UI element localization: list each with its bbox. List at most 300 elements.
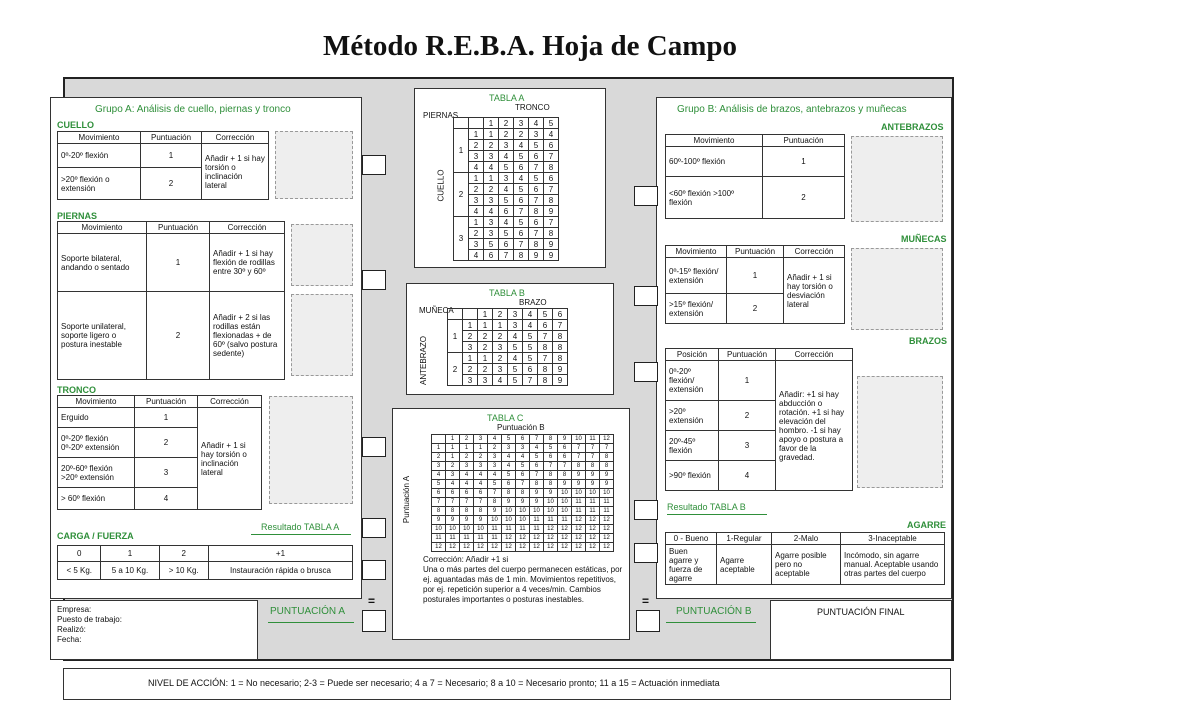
- score-cell: 11: [572, 498, 586, 507]
- score-cell: 7: [499, 250, 514, 261]
- table-row: [448, 309, 568, 320]
- table-row: [432, 489, 614, 498]
- table-row: [432, 471, 614, 480]
- trunk-figure: [269, 396, 353, 504]
- score-cell: 2: [488, 444, 502, 453]
- munieca-row-header: 2: [463, 331, 478, 342]
- munieca-row-header: 3: [463, 342, 478, 353]
- puntuacion-b-col-header: 6: [516, 435, 530, 444]
- col-header: Corrección: [202, 132, 269, 144]
- score-cell: 3: [488, 453, 502, 462]
- score-cell: 8: [516, 489, 530, 498]
- piernas-row-header: 2: [469, 228, 484, 239]
- score-cell: 11: [474, 534, 488, 543]
- cuello-group-header: 2: [454, 173, 469, 217]
- score-cell: 10: [600, 489, 614, 498]
- table-row: [432, 435, 614, 444]
- score-cell: 9: [529, 250, 544, 261]
- antebrazos-mov: 60º-100º flexión: [666, 147, 763, 177]
- score-cell: 9: [488, 507, 502, 516]
- puntuacion-a-row-header: 9: [432, 516, 446, 525]
- table-row: [432, 543, 614, 552]
- empresa-field[interactable]: Empresa:: [57, 605, 92, 614]
- munecas-mov: >15º flexión/ extensión: [666, 294, 727, 324]
- puntuacion-a-row-header: 4: [432, 471, 446, 480]
- carga-value: 5 a 10 Kg.: [101, 562, 159, 580]
- score-cell: 8: [488, 498, 502, 507]
- score-cell: 3: [502, 444, 516, 453]
- score-cell: 1: [446, 453, 460, 462]
- score-cell: 2: [478, 364, 493, 375]
- piernas-pts: 2: [147, 292, 210, 380]
- score-cell: 11: [600, 507, 614, 516]
- tabla-c-title: TABLA C: [487, 413, 524, 423]
- col-header: 2-Malo: [772, 533, 841, 545]
- puntuacion-a-row-header: 12: [432, 543, 446, 552]
- final-score-box[interactable]: [770, 600, 952, 660]
- score-cell: 3: [484, 217, 499, 228]
- score-cell: 7: [586, 453, 600, 462]
- puntuacion-a-row-header: 10: [432, 525, 446, 534]
- table-row: [432, 453, 614, 462]
- score-cell: 10: [558, 498, 572, 507]
- score-cell: 5: [514, 151, 529, 162]
- score-cell: 4: [514, 140, 529, 151]
- score-cell: 12: [572, 525, 586, 534]
- col-header: Puntuación: [141, 132, 202, 144]
- score-cell: 8: [544, 480, 558, 489]
- legs-figure: [291, 294, 353, 376]
- munieca-header: MUÑECA: [419, 306, 454, 315]
- score-cell: 11: [446, 534, 460, 543]
- cuello-mov: 0º-20º flexión: [58, 144, 141, 168]
- score-cell: 12: [544, 534, 558, 543]
- piernas-row-header: 3: [469, 239, 484, 250]
- col-header: +1: [208, 546, 352, 562]
- score-cell: 9: [600, 480, 614, 489]
- antebrazos-pts: 1: [763, 147, 845, 177]
- piernas-row-header: 4: [469, 206, 484, 217]
- score-cell: 1: [460, 444, 474, 453]
- score-cell: 7: [586, 444, 600, 453]
- score-cell: 12: [502, 543, 516, 552]
- score-cell: 8: [572, 462, 586, 471]
- score-cell: 10: [474, 525, 488, 534]
- score-cell: 9: [544, 239, 559, 250]
- munecas-label: MUÑECAS: [901, 234, 947, 244]
- score-cell: 11: [600, 498, 614, 507]
- score-cell: 11: [586, 507, 600, 516]
- score-cell: 4: [530, 444, 544, 453]
- legs-figure: [291, 224, 353, 286]
- tronco-correction: Añadir + 1 si hay torsión o inclinación lateral: [198, 408, 262, 510]
- tronco-pts: 3: [135, 458, 198, 488]
- cuello-correction: Añadir + 1 si hay torsión o inclinación lateral: [202, 144, 269, 200]
- piernas-header: PIERNAS: [423, 111, 459, 120]
- score-cell: 7: [488, 489, 502, 498]
- agarre-value: Agarre aceptable: [717, 545, 772, 585]
- score-cell: 6: [460, 489, 474, 498]
- puntuacion-b-col-header: 12: [600, 435, 614, 444]
- table-row: [454, 217, 559, 228]
- score-cell: 5: [523, 331, 538, 342]
- score-cell: 5: [529, 140, 544, 151]
- score-cell: 12: [530, 534, 544, 543]
- score-cell: 10: [572, 489, 586, 498]
- carga-value: < 5 Kg.: [58, 562, 101, 580]
- tabla-b-panel: [406, 283, 614, 395]
- score-cell: 12: [544, 525, 558, 534]
- antebrazos-mov: <60º flexión >100º flexión: [666, 177, 763, 219]
- table-row: [432, 498, 614, 507]
- score-cell: 2: [493, 331, 508, 342]
- brazos-correction: Añadir: +1 si hay abducción o rotación. +1 si hay elevación del hombro. -1 si hay apoyo o postura a favor de la gravedad.: [776, 361, 853, 491]
- score-cell: 3: [493, 364, 508, 375]
- score-cell: 9: [553, 364, 568, 375]
- score-cell: 9: [516, 498, 530, 507]
- puntuacion-a-header: Puntuación A: [402, 475, 412, 524]
- arm-figure: [857, 376, 943, 488]
- score-cell: 12: [446, 543, 460, 552]
- tabla-a-title: TABLA A: [489, 93, 525, 103]
- table-row: [454, 239, 559, 250]
- score-cell: 12: [516, 534, 530, 543]
- score-cell: 8: [600, 462, 614, 471]
- puntuacion-a-row-header: 1: [432, 444, 446, 453]
- score-cell: 7: [529, 195, 544, 206]
- puntuacion-b-col-header: 10: [572, 435, 586, 444]
- score-cell: 1: [484, 129, 499, 140]
- table-row: [454, 151, 559, 162]
- brazos-pts: 3: [719, 431, 776, 461]
- table-row: [448, 331, 568, 342]
- table-row: [454, 140, 559, 151]
- brazos-mov: >90º flexión: [666, 461, 719, 491]
- fecha-field[interactable]: Fecha:: [57, 635, 82, 644]
- agarre-label: AGARRE: [907, 520, 947, 530]
- puntuacion-b-col-header: 8: [544, 435, 558, 444]
- corner-cell: [454, 118, 469, 129]
- score-cell: 11: [502, 525, 516, 534]
- score-cell: 5: [514, 217, 529, 228]
- tronco-col-header: 4: [529, 118, 544, 129]
- score-cell: 4: [493, 375, 508, 386]
- antebrazo-group-header: 1: [448, 320, 463, 353]
- score-cell: 8: [529, 206, 544, 217]
- score-cell: 9: [572, 471, 586, 480]
- puntuacion-a-input[interactable]: [362, 610, 386, 632]
- score-cell: 10: [516, 516, 530, 525]
- tabla-a-grid: [453, 117, 559, 261]
- tabla-c-grid: [431, 434, 614, 552]
- piernas-row-header: 1: [469, 173, 484, 184]
- brazo-col-header: 3: [508, 309, 523, 320]
- table-row: [432, 507, 614, 516]
- tronco-col-header: 2: [499, 118, 514, 129]
- table-row: [448, 364, 568, 375]
- score-cell: 8: [544, 195, 559, 206]
- brazos-pts: 4: [719, 461, 776, 491]
- col-header: Movimiento: [666, 246, 727, 258]
- score-cell: 4: [488, 471, 502, 480]
- score-cell: 5: [530, 453, 544, 462]
- score-cell: 6: [538, 320, 553, 331]
- score-cell: 4: [508, 331, 523, 342]
- col-header: 0: [58, 546, 101, 562]
- carga-value: Instauración rápida o brusca: [208, 562, 352, 580]
- munecas-score-input[interactable]: [634, 286, 658, 306]
- score-cell: 10: [544, 507, 558, 516]
- cuello-table: [57, 131, 269, 200]
- score-cell: 6: [529, 151, 544, 162]
- score-cell: 9: [558, 480, 572, 489]
- score-cell: 10: [516, 507, 530, 516]
- score-cell: 2: [446, 462, 460, 471]
- brazos-mov: 0º-20º flexión/ extensión: [666, 361, 719, 401]
- cuello-header: CUELLO: [436, 169, 446, 202]
- score-cell: 12: [600, 516, 614, 525]
- result-a-input[interactable]: [362, 518, 386, 538]
- result-b-input[interactable]: [634, 500, 658, 520]
- score-cell: 8: [553, 353, 568, 364]
- score-cell: 12: [558, 534, 572, 543]
- tronco-col-header: 5: [544, 118, 559, 129]
- piernas-score-input[interactable]: [362, 270, 386, 290]
- piernas-row-header: 1: [469, 217, 484, 228]
- score-cell: 8: [538, 375, 553, 386]
- brazo-col-header: 5: [538, 309, 553, 320]
- score-cell: 9: [446, 516, 460, 525]
- score-cell: 4: [474, 480, 488, 489]
- score-cell: 5: [499, 195, 514, 206]
- puntuacion-a-row-header: 2: [432, 453, 446, 462]
- score-cell: 9: [600, 471, 614, 480]
- score-cell: 4: [446, 480, 460, 489]
- brazo-col-header: 1: [478, 309, 493, 320]
- brazo-col-header: 2: [493, 309, 508, 320]
- correction-title: Corrección: Añadir +1 si: [423, 555, 509, 564]
- cuello-group-header: 1: [454, 129, 469, 173]
- score-cell: 5: [523, 342, 538, 353]
- puntuacion-b-col-header: 9: [558, 435, 572, 444]
- result-arrow: [251, 534, 351, 535]
- score-cell: 10: [558, 489, 572, 498]
- score-cell: 5: [502, 471, 516, 480]
- score-cell: 12: [460, 543, 474, 552]
- score-cell: 2: [474, 453, 488, 462]
- score-cell: 6: [544, 453, 558, 462]
- score-cell: 6: [502, 480, 516, 489]
- score-cell: 3: [499, 173, 514, 184]
- score-cell: 2: [484, 140, 499, 151]
- table-row: [432, 534, 614, 543]
- score-cell: 11: [460, 534, 474, 543]
- score-cell: 7: [544, 217, 559, 228]
- score-cell: 2: [460, 453, 474, 462]
- score-cell: 8: [558, 471, 572, 480]
- score-cell: 12: [558, 525, 572, 534]
- score-cell: 3: [446, 471, 460, 480]
- piernas-row-header: 4: [469, 162, 484, 173]
- score-cell: 6: [558, 444, 572, 453]
- brazos-mov: 20º-45º flexión: [666, 431, 719, 461]
- score-cell: 5: [488, 480, 502, 489]
- tronco-col-header: 1: [484, 118, 499, 129]
- score-cell: 7: [538, 331, 553, 342]
- score-cell: 11: [488, 525, 502, 534]
- table-row: [454, 184, 559, 195]
- table-row: [454, 250, 559, 261]
- score-cell: 6: [514, 228, 529, 239]
- col-header: Puntuación: [763, 135, 845, 147]
- agarre-score-input[interactable]: [634, 543, 658, 563]
- tabla-b-grid: [447, 308, 568, 386]
- realizo-field[interactable]: Realizó:: [57, 625, 86, 634]
- score-cell: 1: [478, 320, 493, 331]
- score-cell: 6: [544, 173, 559, 184]
- col-header: Movimiento: [58, 396, 135, 408]
- piernas-row-header: 3: [469, 151, 484, 162]
- col-header: 3-Inaceptable: [841, 533, 945, 545]
- col-header: 1: [101, 546, 159, 562]
- piernas-pts: 1: [147, 234, 210, 292]
- tronco-pts: 2: [135, 428, 198, 458]
- brazos-score-input[interactable]: [634, 362, 658, 382]
- table-row: [454, 206, 559, 217]
- score-cell: 12: [558, 543, 572, 552]
- score-cell: 12: [586, 525, 600, 534]
- score-cell: 6: [514, 195, 529, 206]
- puntuacion-a-arrow: [268, 622, 354, 623]
- puntuacion-b-label: PUNTUACIÓN B: [676, 606, 752, 617]
- score-cell: 11: [586, 498, 600, 507]
- score-cell: 1: [446, 444, 460, 453]
- score-cell: 3: [488, 462, 502, 471]
- score-cell: 8: [553, 342, 568, 353]
- score-cell: 4: [523, 320, 538, 331]
- score-cell: 8: [446, 507, 460, 516]
- tronco-score-input[interactable]: [362, 437, 386, 457]
- puntuacion-b-col-header: 1: [446, 435, 460, 444]
- puntuacion-a-label: PUNTUACIÓN A: [270, 606, 346, 617]
- score-cell: 3: [474, 462, 488, 471]
- munecas-correction: Añadir + 1 si hay torsión o desviación lateral: [784, 258, 845, 324]
- table-row: [448, 320, 568, 331]
- agarre-value: Agarre posible pero no aceptable: [772, 545, 841, 585]
- score-cell: 7: [446, 498, 460, 507]
- score-cell: 2: [493, 353, 508, 364]
- score-cell: 7: [514, 239, 529, 250]
- antebrazos-table: [665, 134, 845, 219]
- table-row: [454, 118, 559, 129]
- puntuacion-a-row-header: 6: [432, 489, 446, 498]
- score-cell: 8: [544, 228, 559, 239]
- col-header: Corrección: [198, 396, 262, 408]
- score-cell: 5: [499, 162, 514, 173]
- tronco-col-header: 3: [514, 118, 529, 129]
- col-header: Corrección: [784, 246, 845, 258]
- score-cell: 5: [516, 462, 530, 471]
- puntuacion-b-col-header: 4: [488, 435, 502, 444]
- score-cell: 6: [516, 471, 530, 480]
- score-cell: 7: [516, 480, 530, 489]
- score-cell: 7: [529, 228, 544, 239]
- puntuacion-b-input[interactable]: [636, 610, 660, 632]
- score-cell: 8: [460, 507, 474, 516]
- score-cell: 5: [499, 228, 514, 239]
- cuello-group-header: 3: [454, 217, 469, 261]
- cuello-score-input[interactable]: [362, 155, 386, 175]
- score-cell: 9: [460, 516, 474, 525]
- score-cell: 4: [499, 151, 514, 162]
- table-row: [432, 444, 614, 453]
- piernas-table: [57, 221, 285, 380]
- score-cell: 2: [514, 129, 529, 140]
- brazos-mov: >20º extensión: [666, 401, 719, 431]
- antebrazos-score-input[interactable]: [634, 186, 658, 206]
- col-header: Corrección: [776, 349, 853, 361]
- col-header: Puntuación: [147, 222, 210, 234]
- piernas-row-header: 1: [469, 129, 484, 140]
- group-a-title: Grupo A: Análisis de cuello, piernas y tronco: [95, 104, 291, 115]
- score-cell: 4: [460, 480, 474, 489]
- score-cell: 4: [499, 184, 514, 195]
- puntuacion-a-row-header: 11: [432, 534, 446, 543]
- score-cell: 12: [544, 543, 558, 552]
- score-cell: 10: [446, 525, 460, 534]
- score-cell: 2: [478, 342, 493, 353]
- score-cell: 9: [544, 250, 559, 261]
- score-cell: 10: [544, 498, 558, 507]
- score-cell: 7: [600, 444, 614, 453]
- puntuacion-b-col-header: 11: [586, 435, 600, 444]
- wrist-figure: [851, 248, 943, 330]
- score-cell: 11: [572, 507, 586, 516]
- carga-score-input[interactable]: [362, 560, 386, 580]
- score-cell: 11: [516, 525, 530, 534]
- agarre-value: Incómodo, sin agarre manual. Aceptable usando otras partes del cuerpo: [841, 545, 945, 585]
- score-cell: 7: [530, 471, 544, 480]
- score-cell: 5: [514, 184, 529, 195]
- score-cell: 2: [484, 184, 499, 195]
- table-row: [432, 516, 614, 525]
- score-cell: 9: [586, 471, 600, 480]
- table-row: [432, 480, 614, 489]
- table-row: [448, 353, 568, 364]
- piernas-label: PIERNAS: [57, 211, 98, 221]
- score-cell: 10: [502, 516, 516, 525]
- agarre-value: Buen agarre y fuerza de agarre: [666, 545, 717, 585]
- score-cell: 4: [516, 453, 530, 462]
- score-cell: 9: [586, 480, 600, 489]
- munecas-mov: 0º-15º flexión/ extensión: [666, 258, 727, 294]
- tabla-c-panel: [392, 408, 630, 640]
- col-header: Puntuación: [727, 246, 784, 258]
- puesto-field[interactable]: Puesto de trabajo:: [57, 615, 122, 624]
- piernas-correction: Añadir + 2 si las rodillas están flexionadas + de 60º (salvo postura sedente): [210, 292, 285, 380]
- score-cell: 12: [572, 543, 586, 552]
- brazos-table: [665, 348, 853, 491]
- score-cell: 7: [572, 444, 586, 453]
- score-cell: 7: [529, 162, 544, 173]
- score-cell: 1: [478, 353, 493, 364]
- score-cell: 8: [502, 489, 516, 498]
- col-header: Corrección: [210, 222, 285, 234]
- brazos-pts: 2: [719, 401, 776, 431]
- group-b-panel: [656, 97, 952, 599]
- munieca-row-header: 1: [463, 320, 478, 331]
- result-table-b-label: Resultado TABLA B: [667, 502, 746, 512]
